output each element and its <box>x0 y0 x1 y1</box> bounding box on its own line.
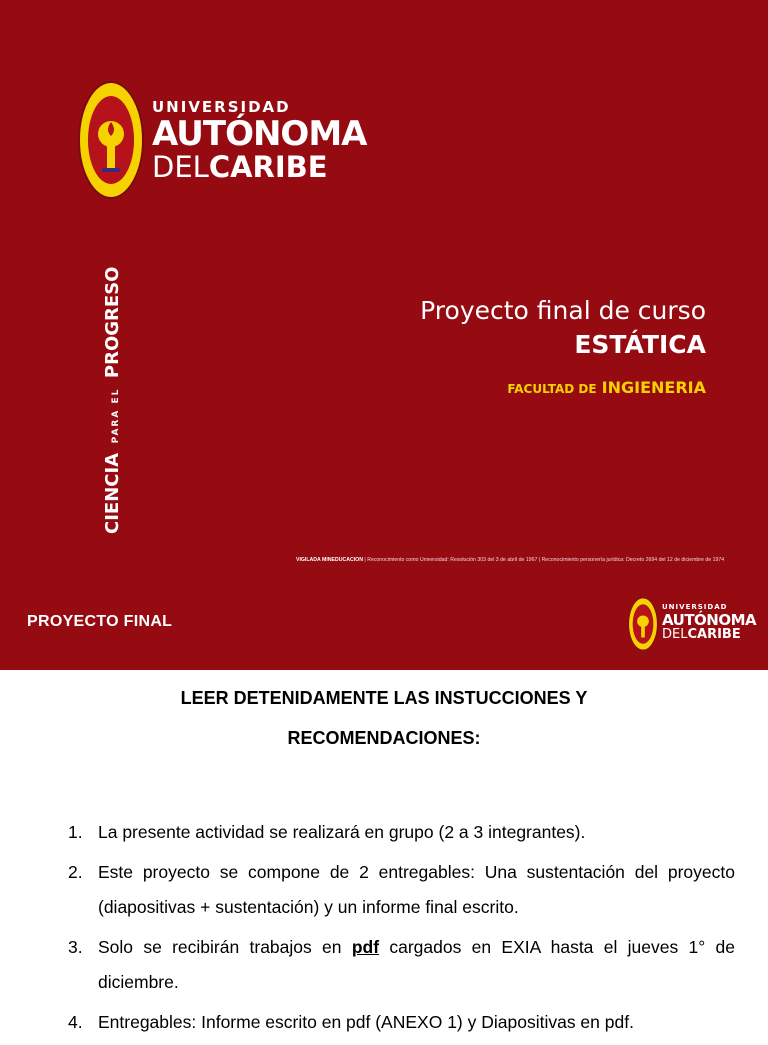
list-item-number: 2. <box>68 862 83 882</box>
list-item <box>68 930 735 1000</box>
list-item-text-bold: pdf <box>351 937 380 957</box>
wordmark-caribe: CARIBE <box>208 150 328 184</box>
footer-label: PROYECTO FINAL <box>27 613 173 630</box>
wordmark-line-2: AUTÓNOMA <box>152 114 367 154</box>
wordmark-line-3 <box>152 152 366 182</box>
instructions-heading-line-1: LEER DETENIDAMENTE LAS INSTUCCIONES Y <box>180 688 588 708</box>
list-item <box>68 1005 735 1040</box>
list-item <box>68 855 735 925</box>
wordmark-del: DEL <box>152 150 209 184</box>
wordmark-small-caribe: CARIBE <box>687 627 741 642</box>
faculty-prefix: FACULTAD DE <box>507 382 597 396</box>
list-item-number: 4. <box>68 1012 83 1032</box>
slide-title <box>420 294 706 362</box>
list-item-number: 3. <box>68 937 83 957</box>
slogan-word-para-el: PARA EL <box>111 387 121 444</box>
vigilada-legal-line <box>296 557 726 563</box>
instructions-heading-line-2: RECOMENDACIONES: <box>287 728 481 748</box>
list-item-text-a: Solo se recibirán trabajos en <box>98 937 352 957</box>
list-item-text: La presente actividad se realizará en grupo (2 a 3 integrantes). <box>98 822 586 842</box>
wordmark-small-line-1: UNIVERSIDAD <box>662 603 728 611</box>
wordmark-small-line-2: AUTÓNOMA <box>662 611 757 629</box>
wordmark-line-1: UNIVERSIDAD <box>152 98 291 116</box>
slide-title-line-1: Proyecto final de curso <box>420 296 706 325</box>
faculty-label <box>507 378 706 397</box>
list-item-text: Entregables: Informe escrito en pdf (ANEXO 1) y Diapositivas en pdf. <box>98 1012 634 1032</box>
slide-title-line-2: ESTÁTICA <box>574 330 706 359</box>
list-item-text-b: cargados en EXIA hasta el jueves 1° de diciembre. <box>98 937 735 992</box>
university-seal-icon <box>78 80 144 200</box>
university-wordmark-small <box>662 603 756 642</box>
slogan-word-ciencia: CIENCIA <box>102 452 123 534</box>
wordmark-small-line-3 <box>662 628 756 642</box>
list-item-text: Este proyecto se compone de 2 entregables: Una sustentación del proyecto (diapositivas + sustentación) y un informe final escrito. <box>98 862 735 917</box>
instructions-list <box>0 815 768 1045</box>
slogan-word-progreso: PROGRESO <box>102 266 123 379</box>
list-item <box>68 815 735 850</box>
university-wordmark <box>152 98 366 182</box>
list-item-number: 1. <box>68 822 83 842</box>
wordmark-small-del: DEL <box>662 627 688 642</box>
vigilada-bold: VIGILADA MINEDUCACIÓN <box>296 557 363 563</box>
faculty-name: INGIENERIA <box>601 378 706 397</box>
university-seal-small-icon <box>628 597 658 651</box>
vigilada-rest: | Reconocimiento como Universidad: Resolución 303 del 3 de abril de 1967 | Reconocimiento personería jurídica: Decreto 2694 del 12 de diciembre de 1974 <box>362 557 725 563</box>
